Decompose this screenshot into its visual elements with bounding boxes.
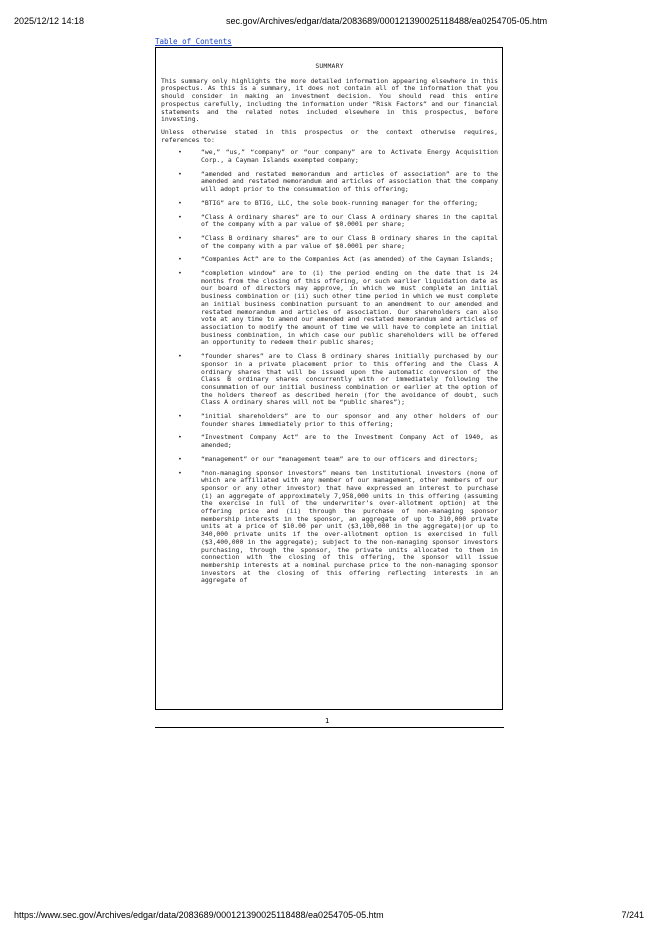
bullet-icon: • <box>178 352 182 361</box>
definition-item <box>161 456 498 464</box>
definition-item <box>161 256 498 264</box>
bullet-icon: • <box>178 468 182 477</box>
definition-text: “Class B ordinary shares” are to our Class B ordinary shares in the capital of the company with a par value of $0.0001 per share; <box>201 233 498 250</box>
definition-text: “BTIG” are to BTIG, LLC, the sole book-running manager for the offering; <box>201 198 479 207</box>
bullet-icon: • <box>178 433 182 442</box>
definition-item <box>161 413 498 428</box>
definition-item <box>161 171 498 194</box>
definition-item <box>161 235 498 250</box>
bullet-icon: • <box>178 255 182 264</box>
bullet-icon: • <box>178 212 182 221</box>
bullet-icon: • <box>178 269 182 278</box>
definition-item <box>161 200 498 208</box>
page-number: 1 <box>325 717 330 725</box>
definition-text: “Investment Company Act” are to the Investment Company Act of 1940, as amended; <box>201 433 498 450</box>
summary-section <box>155 47 503 710</box>
definition-item <box>161 434 498 449</box>
definition-text: “amended and restated memorandum and articles of association” are to the amended and restated memorandum and articles of association that the company will adopt prior to the consummation of this offering; <box>201 169 498 194</box>
definition-item <box>161 353 498 407</box>
table-of-contents-link[interactable]: Table of Contents <box>155 37 232 46</box>
bullet-icon: • <box>178 454 182 463</box>
definition-text: “founder shares” are to Class B ordinary shares initially purchased by our sponsor in a private placement prior to this offering and the Class A ordinary shares that will be issued upon the automatic conversion of the Class B ordinary shares concurrently with or immediately following the consummation of our initial business combination or earlier at the option of the holders thereof as described herein (for the avoidance of doubt, such Class A ordinary shares will not be “public shares”); <box>201 352 498 407</box>
print-datetime: 2025/12/12 14:18 <box>14 16 85 26</box>
definition-text: “management” or our “management team” are to our officers and directors; <box>201 454 479 463</box>
bullet-icon: • <box>178 233 182 242</box>
definition-item <box>161 470 498 586</box>
bullet-icon: • <box>178 148 182 157</box>
print-footer-url: https://www.sec.gov/Archives/edgar/data/2083689/000121390025118488/ea0254705-05.htm <box>14 910 384 920</box>
definition-text: “we,” “us,” “company” or “our company” are to Activate Energy Acquisition Corp., a Cayman Islands exempted company; <box>201 148 498 165</box>
definitions-list <box>161 149 498 585</box>
bullet-icon: • <box>178 412 182 421</box>
definition-text: “initial shareholders” are to our sponsor and any other holders of our founder shares immediately prior to this offering; <box>201 412 498 428</box>
print-page-url-title: sec.gov/Archives/edgar/data/2083689/000121390025118488/ea0254705-05.htm <box>226 16 548 26</box>
definition-text: “Class A ordinary shares” are to our Class A ordinary shares in the capital of the company with a par value of $0.0001 per share; <box>201 212 498 229</box>
bullet-icon: • <box>178 198 182 207</box>
definition-text: “non-managing sponsor investors” means ten institutional investors (none of which are affiliated with any member of our management, other members of our sponsor or any other investor) that have expressed an interest to purchase (i) an aggregate of approximately 7,958,000 units in this offering (assuming the exercise in full of the underwriter’s over-allotment option) at the offering price and (ii) through the purchase of non-managing sponsor membership interests in the sponsor, an aggregate of up to 310,000 private units at a price of $10.00 per unit ($3,100,000 in the aggregate)(or up to 340,000 private units if the over-allotment option is exercised in full ($3,400,000 in the aggregate); subject to the non-managing sponsor investors purchasing, through the sponsor, the private units allocated to them in connection with the closing of this offering, the sponsor will issue membership interests at a nominal purchase price to the non-managing sponsor investors at the closing of this offering reflecting interests in an aggregate of <box>201 468 498 585</box>
definition-item <box>161 149 498 164</box>
references-intro: Unless otherwise stated in this prospectus or the context otherwise requires, references to: <box>161 127 498 144</box>
print-page-count: 7/241 <box>621 910 644 920</box>
bullet-icon: • <box>178 169 182 178</box>
intro-paragraph: This summary only highlights the more detailed information appearing elsewhere in this prospectus. As this is a summary, it does not contain all of the information that you should consider in making an investment decision. You should read this entire prospectus carefully, including the information under “Risk Factors” and our financial statements and the related notes included elsewhere in this prospectus, before investing. <box>161 76 498 124</box>
definition-text: “Companies Act” are to the Companies Act (as amended) of the Cayman Islands; <box>201 255 494 264</box>
definition-item <box>161 214 498 229</box>
definition-text: “completion window” are to (i) the period ending on the date that is 24 months from the closing of this offering, or such earlier liquidation date as our board of directors may approve, in which we must complete an initial business combination or (ii) such other time period in which we must complete an initial business combination pursuant to an amendment to our amended and restated memorandum and articles of association. Our shareholders can also vote at any time to amend our amended and restated memorandum and articles of association to modify the amount of time we will have to complete an initial business combination, in which case our public shareholders will be offered an opportunity to redeem their public shares; <box>201 269 498 347</box>
page-divider <box>155 727 504 728</box>
definition-item <box>161 270 498 347</box>
section-title: SUMMARY <box>315 62 344 70</box>
